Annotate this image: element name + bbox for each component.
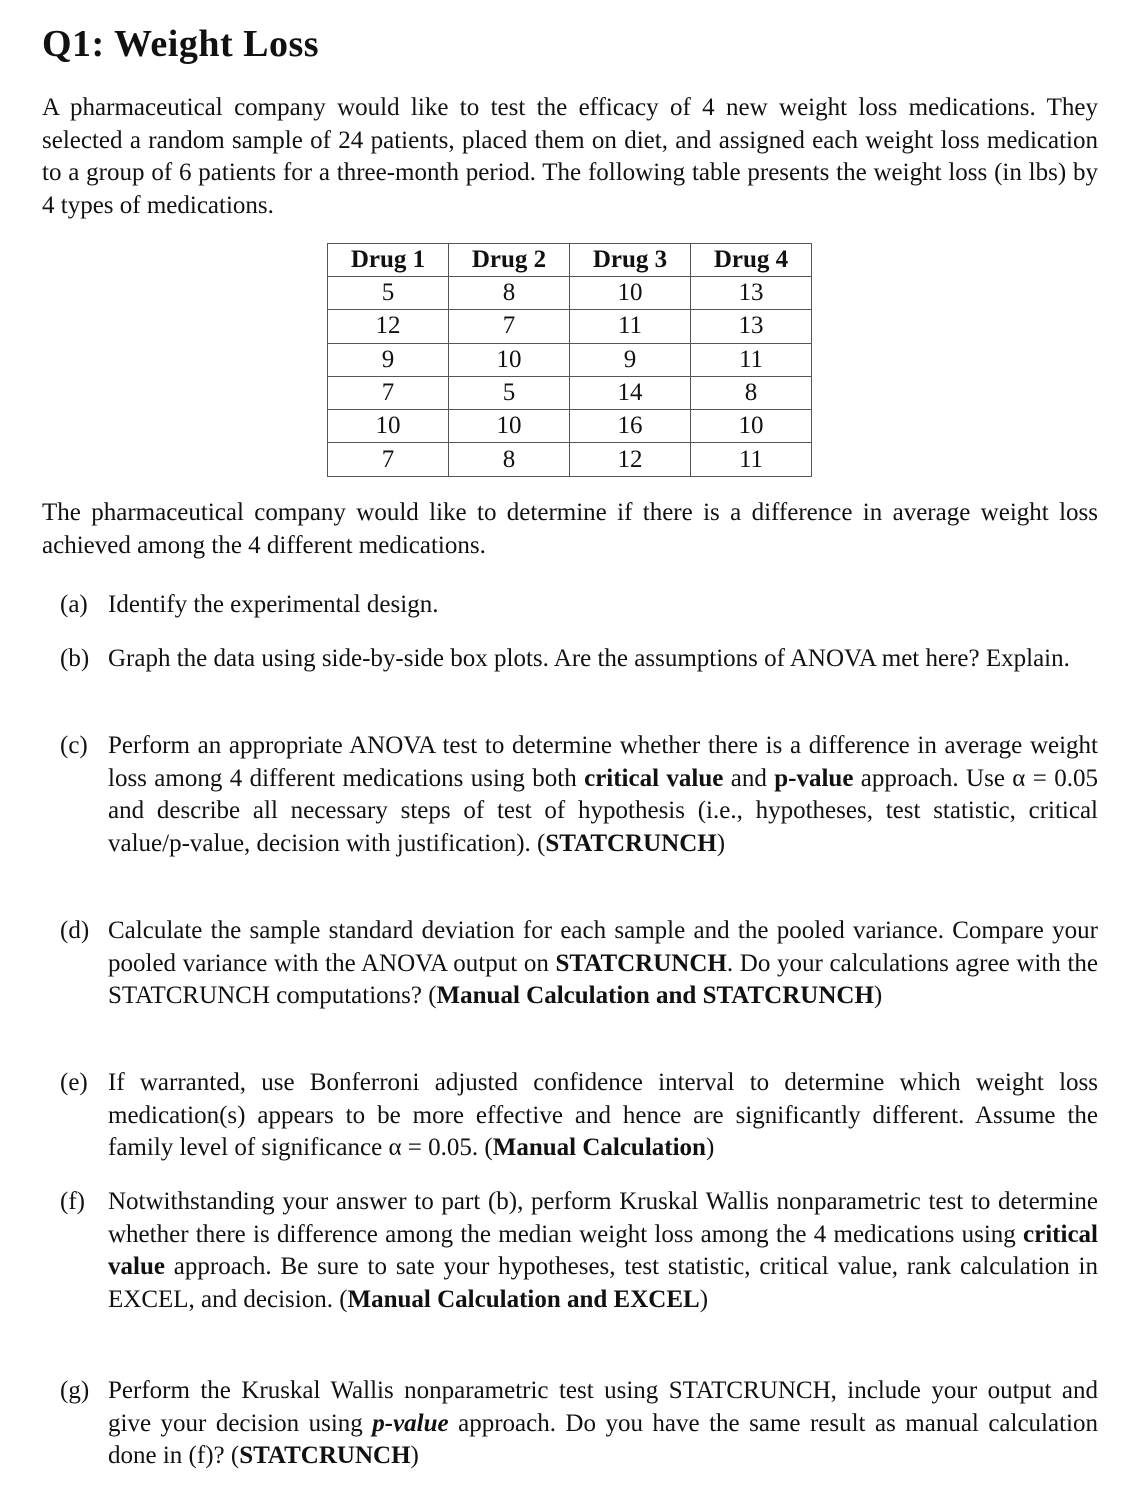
- table-cell: 7: [328, 376, 449, 409]
- table-cell: 12: [328, 310, 449, 343]
- table-cell: 10: [449, 343, 570, 376]
- part-a: [42, 589, 1098, 622]
- table-cell: 11: [691, 343, 812, 376]
- part-g: [42, 1375, 1098, 1473]
- table-row: [328, 443, 812, 476]
- table-cell: 9: [328, 343, 449, 376]
- column-header: Drug 4: [691, 244, 812, 277]
- table-cell: 10: [449, 410, 570, 443]
- table-cell: 5: [328, 277, 449, 310]
- part-label: (e): [60, 1069, 88, 1096]
- part-text: Identify the experimental design.: [108, 591, 439, 618]
- table-cell: 9: [570, 343, 691, 376]
- part-f: [42, 1186, 1098, 1317]
- table-row: [328, 376, 812, 409]
- part-text: Calculate the sample standard deviation for each sample and the pooled variance. Compare your pooled variance with the ANOVA output on STATCRUNCH. Do your calculations agree with the STATCRUNCH computations? (Manual Calculation and STATCRUNCH): [108, 917, 1098, 1010]
- column-header: Drug 2: [449, 244, 570, 277]
- table-cell: 11: [570, 310, 691, 343]
- table-cell: 5: [449, 376, 570, 409]
- part-text: If warranted, use Bonferroni adjusted confidence interval to determine which weight loss medication(s) appears to be more effective and hence are significantly different. Assume the family level of significance α = 0.05. (Manual Calculation): [108, 1069, 1098, 1162]
- table-cell: 13: [691, 277, 812, 310]
- part-e: [42, 1067, 1098, 1165]
- table-header-row: [328, 244, 812, 277]
- column-header: Drug 1: [328, 244, 449, 277]
- table-row: [328, 343, 812, 376]
- part-label: (c): [60, 732, 88, 759]
- part-c: [42, 730, 1098, 861]
- part-label: (f): [60, 1188, 85, 1215]
- part-label: (g): [60, 1377, 90, 1404]
- question-title: Q1: Weight Loss: [42, 23, 320, 65]
- part-label: (b): [60, 645, 90, 672]
- table-row: [328, 277, 812, 310]
- table-row: [328, 310, 812, 343]
- table-cell: 10: [570, 277, 691, 310]
- followup-paragraph: The pharmaceutical company would like to determine if there is a difference in average weight loss achieved among the 4 different medications.: [42, 499, 1098, 559]
- part-label: (a): [60, 591, 88, 618]
- table-cell: 8: [691, 376, 812, 409]
- table-cell: 12: [570, 443, 691, 476]
- table-cell: 10: [691, 410, 812, 443]
- table-cell: 10: [328, 410, 449, 443]
- table-cell: 7: [328, 443, 449, 476]
- table-cell: 8: [449, 277, 570, 310]
- table-cell: 14: [570, 376, 691, 409]
- table-row: [328, 410, 812, 443]
- table-cell: 13: [691, 310, 812, 343]
- table-cell: 16: [570, 410, 691, 443]
- part-b: [42, 643, 1098, 676]
- part-text: Notwithstanding your answer to part (b), perform Kruskal Wallis nonparametric test to determine whether there is difference among the median weight loss among the 4 medications using critical value approach. Be sure to sate your hypotheses, test statistic, critical value, rank calculation in EXCEL, and decision. (Manual Calculation and EXCEL): [108, 1188, 1098, 1314]
- table-cell: 11: [691, 443, 812, 476]
- weight-loss-table: [327, 243, 812, 477]
- part-text: Perform the Kruskal Wallis nonparametric test using STATCRUNCH, include your output and give your decision using p-value approach. Do you have the same result as manual calculation done in (f)? (STATCRUNCH): [108, 1377, 1098, 1470]
- intro-paragraph: A pharmaceutical company would like to test the efficacy of 4 new weight loss medications. They selected a random sample of 24 patients, placed them on diet, and assigned each weight loss medication to a group of 6 patients for a three-month period. The following table presents the weight loss (in lbs) by 4 types of medications.: [42, 94, 1098, 220]
- table-cell: 8: [449, 443, 570, 476]
- part-text: Perform an appropriate ANOVA test to determine whether there is a difference in average weight loss among 4 different medications using both critical value and p-value approach. Use α = 0.05 and describe all necessary steps of test of hypothesis (i.e., hypotheses, test statistic, critical value/p-value, decision with justification). (STATCRUNCH): [108, 732, 1098, 858]
- table-cell: 7: [449, 310, 570, 343]
- column-header: Drug 3: [570, 244, 691, 277]
- part-d: [42, 915, 1098, 1013]
- part-text: Graph the data using side-by-side box plots. Are the assumptions of ANOVA met here? Explain.: [108, 645, 1070, 672]
- part-label: (d): [60, 917, 90, 944]
